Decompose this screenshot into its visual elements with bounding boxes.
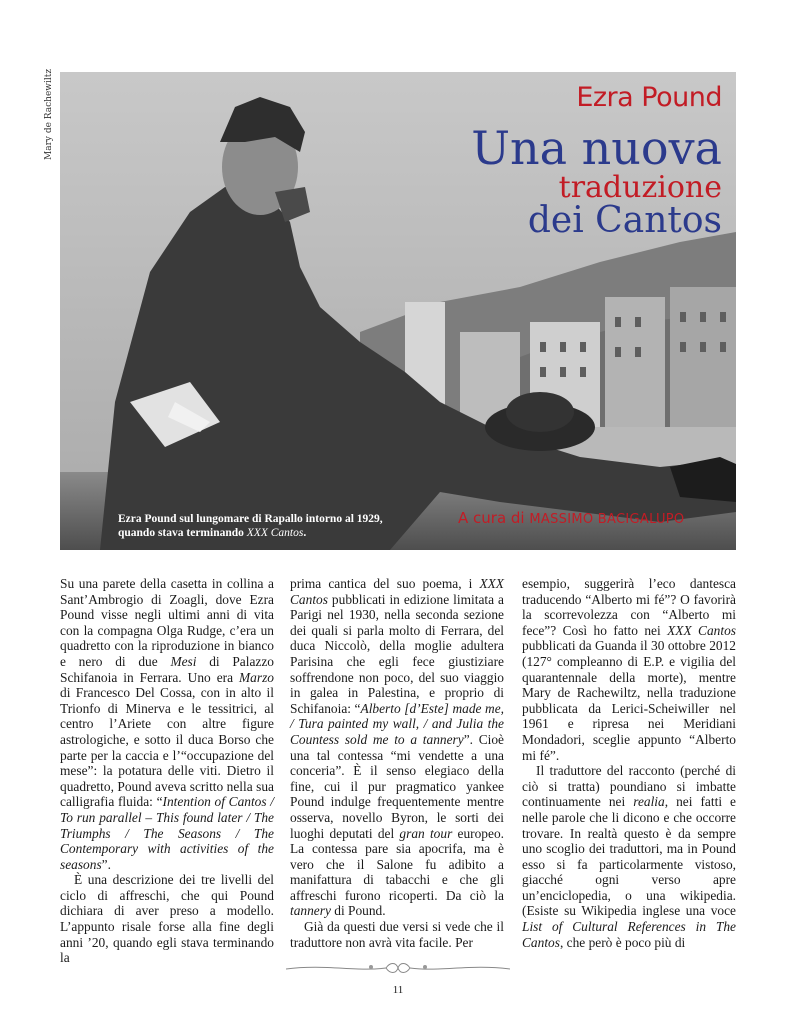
curator-line <box>458 509 684 527</box>
title-block <box>471 82 722 240</box>
title-line-1: Una nuova <box>471 121 722 175</box>
article-author: Ezra Pound <box>576 82 722 113</box>
paragraph: prima cantica del suo poema, i XXX Cantos pubblicati in edizione limitata a Parigi nel 1930, nella seconda sezione dei quali si parla molto di Ferrara, del duca Niccolò, della moglie adultera Parisina che egli fece giustiziare soffrendone non poco, del suo viaggio in galea in Palestina, e proprio di Schifanoia: “Alberto [d’Este] made me, / Tura painted my wall, / and Julia the Countess sold me to a tannery”. Cioè una tal contessa “mi vendette a una conceria”. È il senso elegiaco della fine, cui il pur pragmatico yankee Pound indulge frequentemente mentre osserva, novello Byron, le sorti dei luoghi deputati del gran tour europeo. La contessa pare sia apocrifa, ma è vero che il Salone fu adibito a manifattura di tabacchi e che gli affreschi furono ricoperti. Da ciò la tannery di Pound. <box>290 576 505 919</box>
caption-italic: XXX Cantos <box>246 527 304 539</box>
paragraph: Su una parete della casetta in collina a Sant’Ambrogio di Zoagli, dove Ezra Pound visse negli ultimi anni di vita con la compagna Olga Rudge, c’era un quadretto con la riproduzione in bianco e nero di due Mesi di Palazzo Schifanoia in Ferrara. Uno era Marzo di Francesco Del Cossa, con in alto il Trionfo di Minerva e le tessitrici, al centro l’Ariete con altre figure astrologiche, e sotto il duca Borso che parte per la caccia e l’“occupazione del mese”: la potatura delle viti. Dietro il quadretto, Pound aveva scritto nella sua calligrafia fluida: “Intention of Cantos / To run parallel – This found later / The Triumphs / The Seasons / The Contemporary with activities of the seasons”. <box>60 576 274 872</box>
title-line-3: dei Cantos <box>527 200 722 241</box>
caption-line-1: Ezra Pound sul lungomare di Rapallo intorno al 1929, <box>118 513 383 525</box>
photo-credit-text: Mary de Rachewiltz <box>44 68 54 160</box>
title-line-2: traduzione <box>558 170 722 205</box>
cover-photo <box>60 72 736 550</box>
text-column-2 <box>290 576 504 950</box>
paragraph: Già da questi due versi si vede che il traduttore non avrà vita facile. Per <box>290 919 504 950</box>
paragraph: È una descrizione dei tre livelli del ciclo di affreschi, che qui Pound dichiara di aver preso a modello. L’appunto risale forse alla fine degli anni ’20, quando egli stava terminando la <box>60 872 274 966</box>
caption-suffix: . <box>303 527 307 539</box>
photo-credit <box>42 68 56 162</box>
paragraph: Il traduttore del racconto (perché di ciò si tratta) poundiano si imbatte continuamente nei realia, nei fatti e nelle parole che li dicono e che occorre trovare. In realtà questo è da sempre uno scoglio dei traduttori, ma in Pound esso si fa particolarmente vistoso, giacché ogni verso apre un’enciclopedia, o una wikipedia. (Esiste su Wikipedia inglese una voce List of Cultural References in The Cantos, che però è poco più di <box>522 763 736 950</box>
photo-caption <box>118 512 418 540</box>
curator-name: MASSIMO BACIGALUPO <box>529 512 685 527</box>
page-number: 11 <box>392 984 404 996</box>
ornament-divider <box>286 960 510 976</box>
text-column-3 <box>522 576 736 950</box>
caption-line-2: quando stava terminando <box>118 527 247 539</box>
paragraph: esempio, suggerirà l’eco dantesca traducendo “Alberto mi fé”? O favorirà la scorrevolezza con “Alberto mi fece”? Così ho fatto nei XXX Cantos pubblicati da Guanda il 30 ottobre 2012 (127° compleanno di E.P. e vigilia del quarantennale della morte), mentre Mary de Rachewiltz, nella traduzione pubblicata da Lerici-Scheiwiller nel 1961 e ripresa nei Meridiani Mondadori, sceglie appunto “Alberto mi fé”. <box>522 576 736 763</box>
text-column-1 <box>60 576 274 966</box>
curator-prefix: A cura di <box>458 509 530 527</box>
